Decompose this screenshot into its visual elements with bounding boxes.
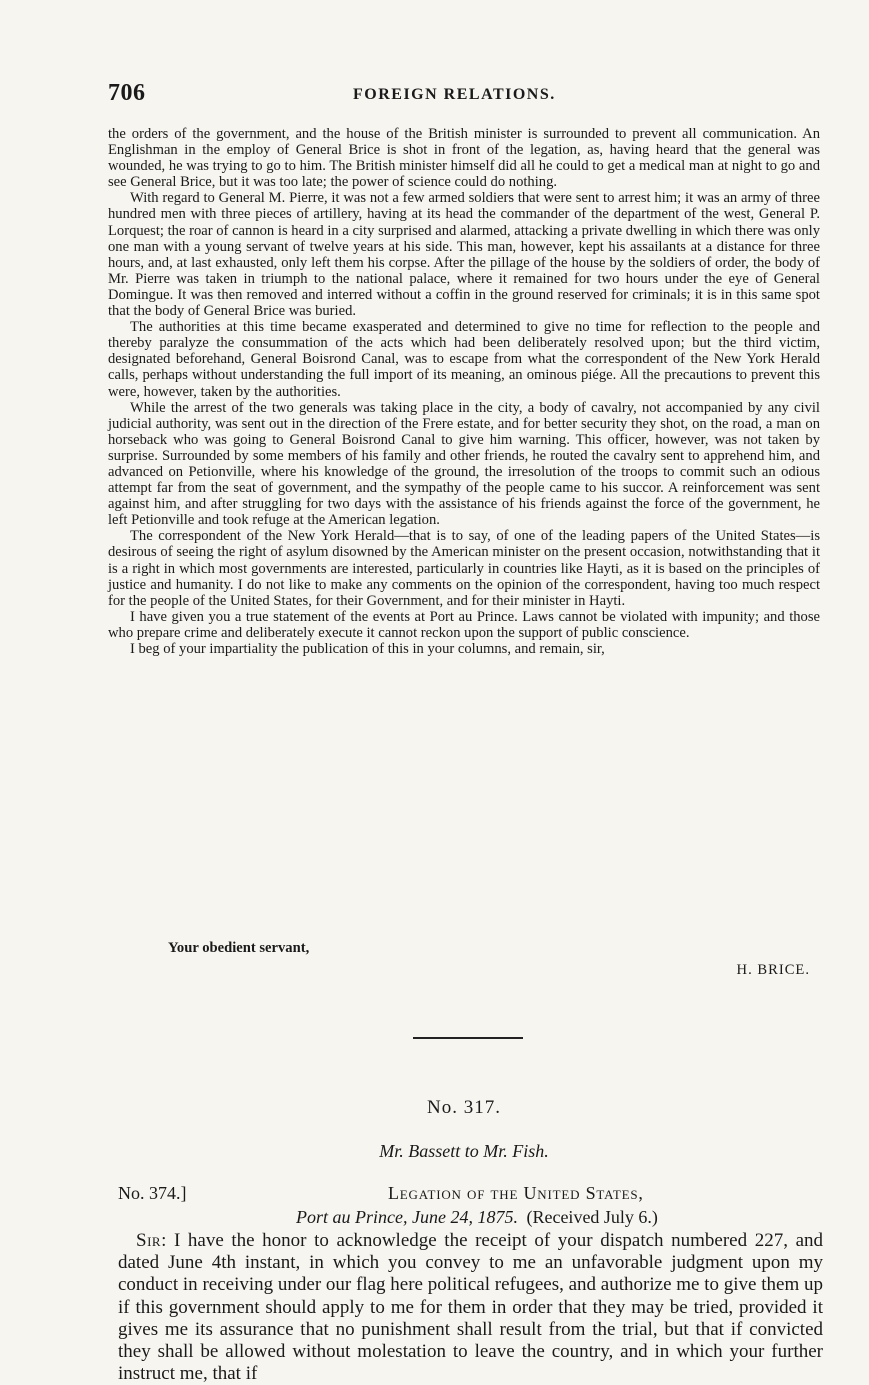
- salutation: Sir: [136, 1230, 162, 1251]
- page-number: 706: [108, 80, 146, 106]
- closing-line: Your obedient servant,: [168, 940, 310, 956]
- document-title: Mr. Bassett to Mr. Fish.: [379, 1141, 549, 1161]
- place-date-line: [296, 1207, 658, 1228]
- received-date: (Received July 6.): [526, 1207, 658, 1227]
- paragraph: the orders of the government, and the house of the British minister is surrounded to prevent all communication. An Englishman in the employ of General Brice is shot in front of the legation, as, having heard that the general was wounded, he was trying to go to him. The British minister himself did all he could to get a medical man at night to go and see General Brice, but it was too late; the power of science could do nothing.: [108, 126, 820, 191]
- dispatch-number: No. 374.]: [118, 1183, 187, 1203]
- letter-text: : I have the honor to acknowledge the receipt of your dispatch numbered 227, and dated June 4th instant, in which you convey to me an unfavorable judgment upon my conduct in receiving under our flag here political refugees, and authorize me to give them up if this government should apply to me for them in order that they may be tried, provided it gives me its assurance that no punishment shall result from the trial, but that if convicted they shall be allowed without molestation to leave the country, and in which your further instruct me, that if: [118, 1230, 823, 1385]
- body-text: [108, 126, 820, 657]
- legation-heading: Legation of the United States,: [388, 1183, 644, 1203]
- paragraph: The authorities at this time became exasperated and determined to give no time for reflection to the people and thereby paralyze the consummation of the acts which had been deliberately resolved upon; but the third victim, designated beforehand, General Boisrond Canal, was to escape from what the correspondent of the New York Herald calls, perhaps without understanding the full import of its meaning, an ominous piége. All the precautions to prevent this were, however, taken by the authorities.: [108, 319, 820, 400]
- paragraph: I beg of your impartiality the publication of this in your columns, and remain, sir,: [130, 641, 605, 657]
- paragraph: The correspondent of the New York Herald—that is to say, of one of the leading papers of the United States—is desirous of seeing the right of asylum disowned by the American minister on the present occasion, notwithstanding that it is a right in which most governments are interested, particularly in countries like Hayti, as it is based on the principles of justice and humanity. I do not like to make any comments on the opinion of the correspondent, having too much respect for the people of the United States, for their Government, and for their minister in Hayti.: [108, 528, 820, 609]
- place-date: Port au Prince, June 24, 1875.: [296, 1207, 518, 1227]
- signature: H. BRICE.: [736, 962, 810, 978]
- page-header: [108, 80, 820, 110]
- document-page: [108, 80, 823, 1385]
- paragraph: With regard to General M. Pierre, it was not a few armed soldiers that were sent to arrest him; it was an army of three hundred men with three pieces of artillery, having at its head the commander of the department of the west, General P. Lorquest; the roar of cannon is heard in a city surprised and alarmed, attacking a private dwelling in which there was only one man with a young servant of twelve years at his side. This man, however, kept his assailants at a distance for three hours, and, at last exhausted, only left them his corpse. After the pillage of the house by the soldiers of order, the body of Mr. Pierre was taken in triumph to the national palace, where it remained for two hours under the eye of General Domingue. It was then removed and interred without a coffin in the ground reserved for criminals; it is in this same spot that the body of General Brice was buried.: [108, 190, 820, 320]
- paragraph: I have given you a true statement of the events at Port au Prince. Laws cannot be violated with impunity; and those who prepare crime and deliberately execute it cannot reckon upon the support of public conscience.: [108, 608, 820, 641]
- running-head: FOREIGN RELATIONS.: [353, 86, 556, 103]
- letter-body: [118, 1230, 823, 1385]
- section-divider: [413, 1037, 523, 1039]
- letter-paragraph: [118, 1230, 823, 1385]
- paragraph: While the arrest of the two generals was taking place in the city, a body of cavalry, not accompanied by any civil judicial authority, was sent out in the direction of the Frere estate, and for better security they shot, on the road, a man on horseback who was going to General Boisrond Canal to give him warning. This officer, however, was not taken by surprise. Surrounded by some members of his family and other friends, he routed the cavalry sent to apprehend him, and advanced on Petionville, where his knowledge of the ground, the irresolution of the troops to commit such an odious attempt far from the seat of government, and the sympathy of the people came to his succor. A reinforcement was sent against him, and after struggling for two days with the assistance of his friends against the force of the government, he left Petionville and took refuge at the American legation.: [108, 399, 820, 529]
- document-number: No. 317.: [427, 1097, 501, 1118]
